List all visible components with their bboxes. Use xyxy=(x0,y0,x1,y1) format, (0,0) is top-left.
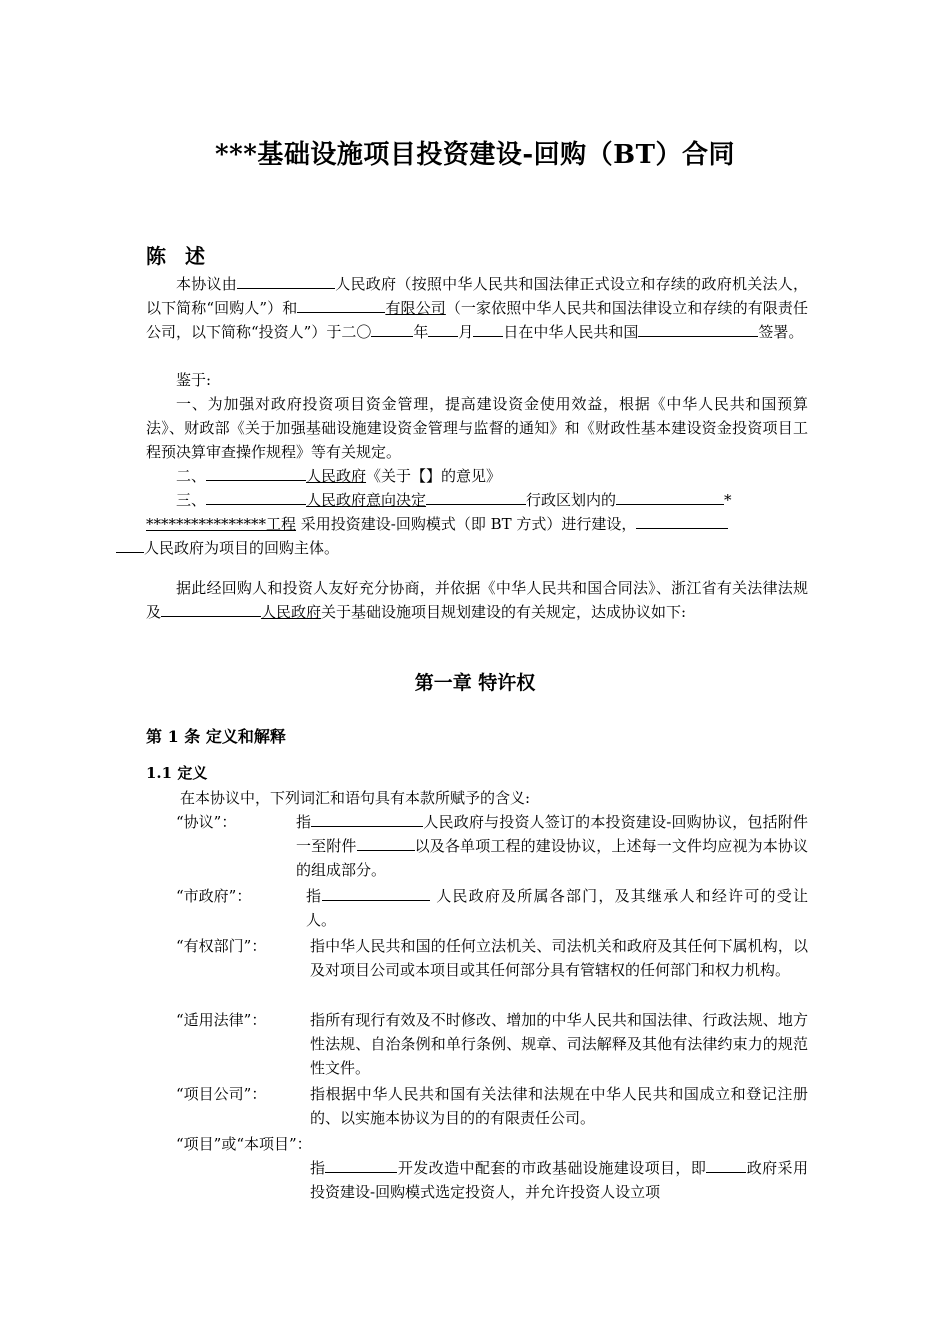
company-name: 有限公司 xyxy=(385,299,446,317)
whereas-item-1: 一、为加强对政府投资项目资金管理，提高建设资金使用效益，根据《中华人民共和国预算法》、财政部《关于加强基础设施建设资金管理与监督的通知》和《财政性基本建设资金投资项目工程预决算审查操作规程》等有关规定。 xyxy=(146,395,808,461)
blank-field[interactable] xyxy=(426,488,526,505)
blank-field[interactable] xyxy=(116,536,144,553)
definition-competent-authority: “有权部门”： 指中华人民共和国的任何立法机关、司法机关和政府及其任何下属机构，以及对项目公司或本项目或其任何部分具有管辖权的任何部门和权力机构。 xyxy=(176,937,808,979)
preamble-text: 日在中华人民共和国 xyxy=(503,323,639,341)
project-name: ****************工程 xyxy=(146,515,297,533)
blank-field[interactable] xyxy=(371,320,413,337)
blank-field[interactable] xyxy=(297,296,385,313)
preamble-heading: 陈 述 xyxy=(146,244,211,268)
blank-field[interactable] xyxy=(322,884,430,901)
preamble-text: 人民政府（按照中华人民共和国法律正式设立和存续的政府机关法人，以下简称“回购人”）和 xyxy=(146,275,808,317)
blank-field[interactable] xyxy=(357,834,415,851)
definition-agreement: “协议”： 指 人民政府与投资人签订的本投资建设-回购协议，包括附件一至附件 以及各单项工程的建设协议，上述每一文件均应视为本协议的组成部分。 xyxy=(176,810,808,882)
blank-field[interactable] xyxy=(311,810,423,827)
preamble-text: （一家依照中华人民共和国法律设立和存续的有限责任公司，以下简称“投资人”）于二〇 xyxy=(146,299,808,341)
contract-title: ***基础设施项目投资建设-回购（BT）合同 xyxy=(215,140,735,170)
blank-field[interactable] xyxy=(161,600,261,617)
definition-municipal-government: “市政府”： 指 人民政府及所属各部门，及其继承人和经许可的受让人。 xyxy=(176,884,808,932)
definition-applicable-law: “适用法律”： 指所有现行有效及不时修改、增加的中华人民共和国法律、行政法规、地方性法规、自治条例和单行条例、规章、司法解释及其他有法律约束力的规范性文件。 xyxy=(176,1011,808,1077)
preamble-text: 本协议由 xyxy=(176,275,238,293)
blank-field[interactable] xyxy=(616,488,724,505)
blank-field[interactable] xyxy=(706,1156,746,1173)
clause-heading: 1.1 定义 xyxy=(146,764,208,782)
preamble-closing: 据此经回购人和投资人友好充分协商，并依据《中华人民共和国合同法》、浙江省有关法律法规及 人民政府关于基础设施项目规划建设的有关规定，达成协议如下: xyxy=(146,579,808,621)
definitions-intro: 在本协议中，下列词汇和语句具有本款所赋予的含义: xyxy=(180,789,531,807)
blank-field[interactable] xyxy=(206,464,306,481)
definition-project: “项目”或“本项目”： 指 开发改造中配套的市政基础设施建设项目，即 政府采用投资建设-回购模式选定投资人，并允许投资人设立项 xyxy=(176,1135,808,1201)
blank-field[interactable] xyxy=(428,320,458,337)
blank-field[interactable] xyxy=(473,320,503,337)
chapter-heading: 第一章 特许权 xyxy=(414,672,536,694)
preamble-paragraph xyxy=(146,272,808,344)
article-heading: 第 1 条 定义和解释 xyxy=(146,727,286,746)
blank-field[interactable] xyxy=(636,512,728,529)
whereas-item-3: 三、 人民政府意向决定 行政区划内的 * ****************工程 采用投资建设-回购模式（即 BT 方式）进行建设， 人民政府为项目的回购主体。 xyxy=(146,488,808,560)
whereas-item-2: 二、 人民政府《关于【】的意见》 xyxy=(146,464,838,488)
blank-field[interactable] xyxy=(325,1156,397,1173)
definition-project-company: “项目公司”： 指根据中华人民共和国有关法律和法规在中华人民共和国成立和登记注册的、以实施本协议为目的的有限责任公司。 xyxy=(176,1085,808,1127)
year-label: 年 xyxy=(413,323,429,341)
blank-field[interactable] xyxy=(237,272,335,289)
month-label: 月 xyxy=(458,323,474,341)
preamble-text: 签署。 xyxy=(758,323,804,341)
whereas-label: 鉴于: xyxy=(176,371,212,389)
blank-field[interactable] xyxy=(206,488,306,505)
blank-field[interactable] xyxy=(638,320,758,337)
